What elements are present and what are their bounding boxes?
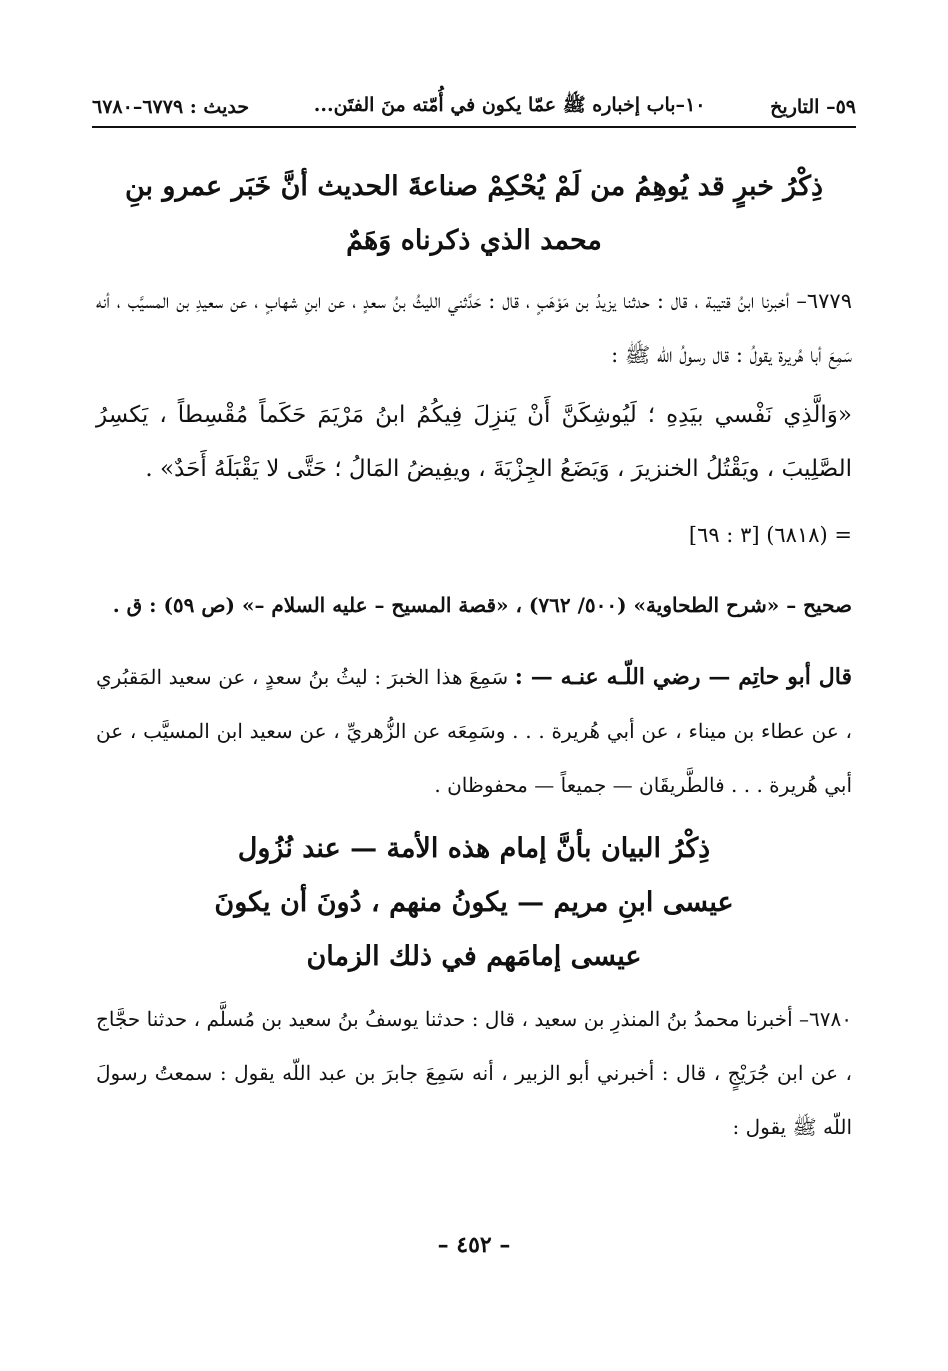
header-hadith-range: حديث : ٦٧٧٩–٦٧٨٠ <box>92 96 250 118</box>
page-content <box>96 160 852 1154</box>
section-heading-1: ذِكْرُ خبرٍ قد يُوهِمُ من لَمْ يُحْكِمْ صناعةَ الحديث أنَّ خَبَر عمرو بنِ محمد الذي ذكرناه وَهَمٌ <box>124 171 824 256</box>
abu-hatim-comment <box>96 650 852 812</box>
abu-hatim-lead: قال أبو حاتِم — رضي اللّـه عنـه — : <box>514 664 852 690</box>
header-chapter: ٥٩– التاريخ <box>770 96 856 118</box>
abu-hatim-text: سَمِعَ هذا الخبرَ : ليثُ بنُ سعدٍ ، عن سعيد المَقبُري ، عن عطاء بن ميناء ، عن أبي هُريرة . . . وسَمِعَه عن الزُّهريِّ ، عن سعيد ابن المسيَّب ، عن أبي هُريرة . . . فالطَّريقَان — جميعاً — محفوظان . <box>96 665 852 797</box>
hadith-6780-isnad: ٦٧٨٠– أخبرنا محمدُ بنُ المنذرِ بن سعيد ، قال : حدثنا يوسفُ بنُ سعيد بن مُسلَّم ، حدثنا حجَّاج ، عن ابن جُرَيْجٍ ، قال : أخبرني أبو الزبير ، أنه سَمِعَ جابرَ بن عبد اللّه يقول : سمعتُ رسولَ اللّه ﷺ يقول : <box>96 1007 852 1139</box>
page-number: – ٤٥٢ – <box>437 1232 511 1258</box>
hadith-6779-isnad: ٦٧٧٩– أخبرنا ابنُ قتيبة ، قال : حدثنا يزيدُ بن مَوْهَبٍ ، قال : حَدَّثني الليثُ بنُ سعدٍ ، عن ابنِ شهابٍ ، عن سعيدِ بن المسيَّب ، أنه سَمِعَ أبا هُريرة يقولُ : قال رسولُ اللّه ﷺ : <box>96 289 852 367</box>
hadith-6779-matn: «وَالَّذِي نَفْسي بيَدِهِ ؛ لَيُوشِكَنَّ أَنْ يَنزِلَ فِيكُمُ ابنُ مَرْيَمَ حَكَماً مُقْسِطاً ، يَكسِرُ الصَّلِيبَ ، ويَقْتُلُ الخنزيرَ ، وَيَضَعُ الجِزْيَةَ ، ويفِيضُ المَالُ ؛ حَتَّى لا يَقْبَلَهُ أَحَدٌ» . <box>96 402 852 482</box>
hadith-6779-reference: = (٦٨١٨) [٣ : ٦٩] <box>688 523 852 547</box>
running-header <box>92 88 856 128</box>
hadith-6779-takhrij: صحيح – «شرح الطحاوية» (٥٠٠/ ٧٦٢) ، «قصة المسيح – عليه السلام –» (ص ٥٩) : ق . <box>112 593 852 617</box>
header-section: ١٠–باب إخباره ﷺ عمّا يكون في أُمّته منَ الفتَن... <box>313 94 706 116</box>
section-heading-2: ذِكْرُ البيان بأنَّ إمام هذه الأمة — عند نُزُول عيسى ابنِ مريم — يكونُ منهم ، دُونَ أن يكونَ عيسى إمامَهم في ذلك الزمان <box>214 833 734 972</box>
